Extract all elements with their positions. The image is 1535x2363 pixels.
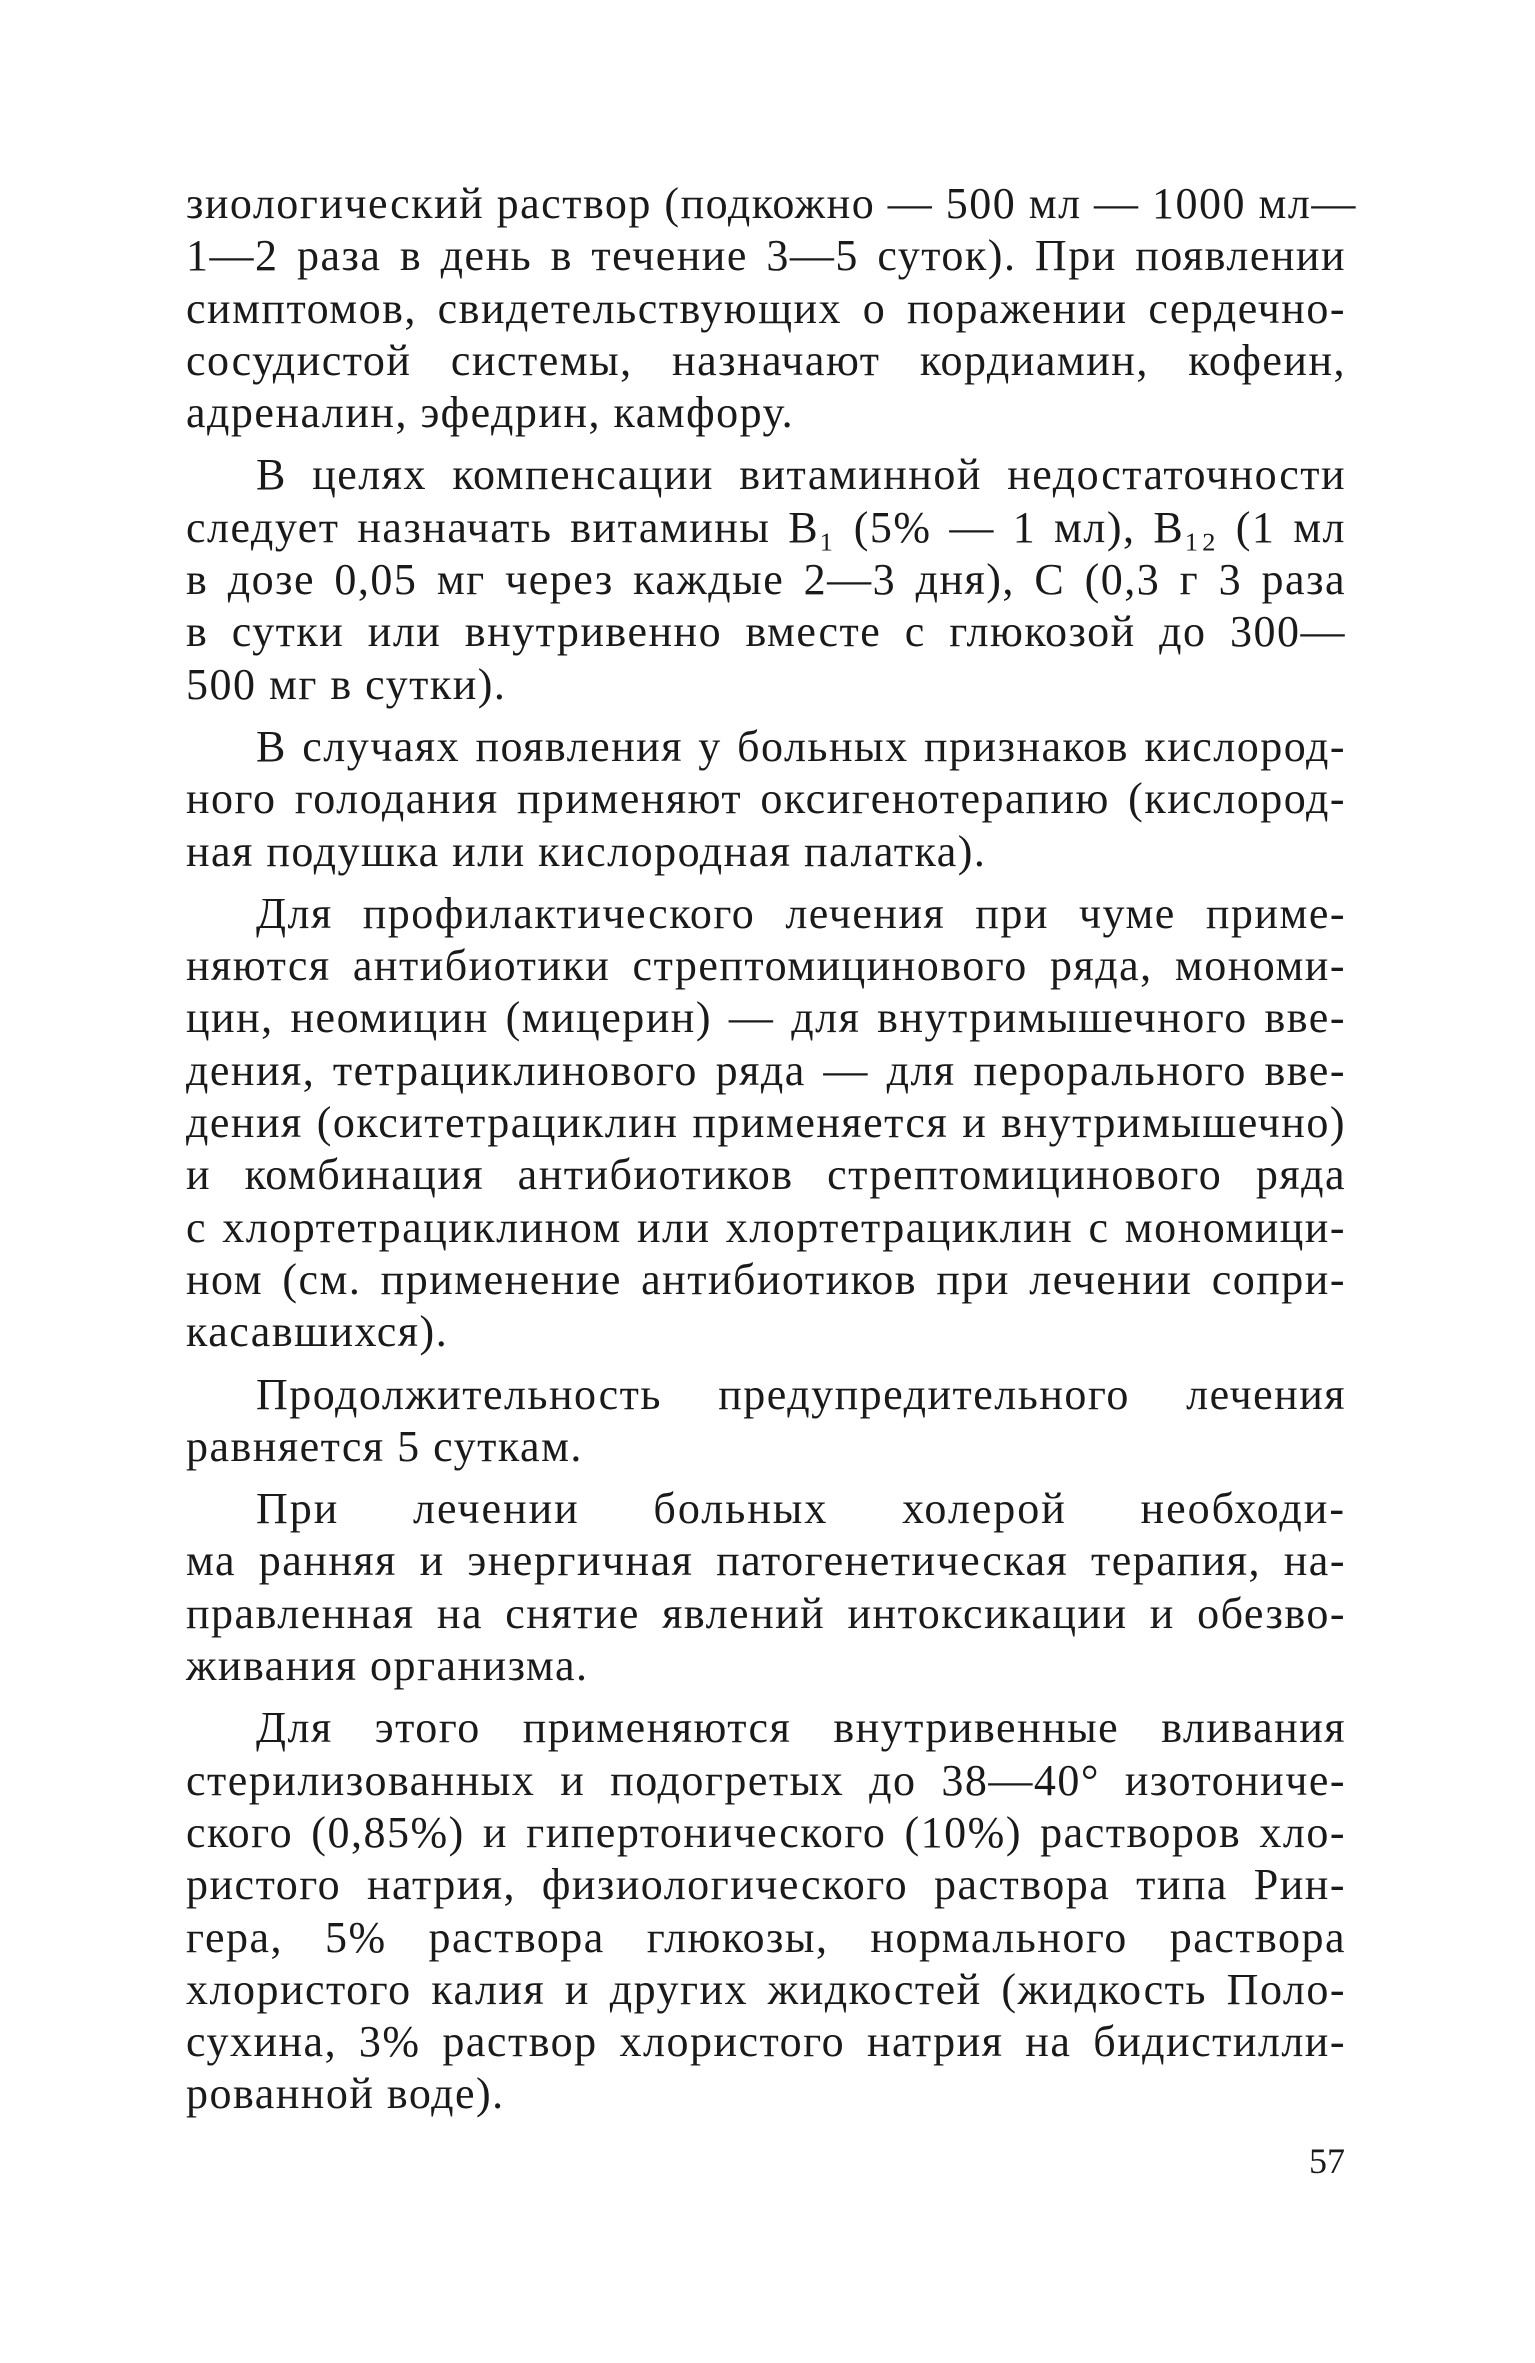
paragraph	[186, 178, 1357, 439]
text-line: с хлортетрациклином или хлортетрациклин с мономици-	[186, 1202, 1346, 1252]
text-line: в сутки или внутривенно вместе с глюкозой до 300—	[186, 607, 1346, 657]
text-line: сосудистой системы, назначают кордиамин, кофеин,	[186, 335, 1346, 385]
text-line: стерилизованных и подогретых до 38—40° изотониче-	[186, 1755, 1346, 1805]
text-line: в дозе 0,05 мг через каждые 2—3 дня), С (0,3 г 3 раза	[186, 555, 1346, 605]
text-line: 1—2 раза в день в течение 3—5 суток). При появлении	[186, 231, 1346, 281]
text-line: и комбинация антибиотиков стрептомицинового ряда	[186, 1150, 1346, 1200]
text-line: адреналин, эфедрин, камфору.	[186, 388, 795, 438]
text-line: В целях компенсации витаминной недостаточности	[256, 450, 1346, 500]
text-line: живания организма.	[186, 1641, 589, 1691]
text-line: хлористого калия и других жидкостей (жидкость Поло-	[186, 1964, 1346, 2014]
text-line: дения (окситетрациклин применяется и внутримышечно)	[186, 1098, 1346, 1148]
text-line: ма ранняя и энергичная патогенетическая терапия, на-	[186, 1536, 1346, 1586]
text-line: ном (см. применение антибиотиков при лечении сопри-	[186, 1254, 1346, 1304]
text-line: ского (0,85%) и гипертонического (10%) растворов хло-	[186, 1807, 1346, 1857]
text-line: 500 мг в сутки).	[186, 659, 507, 709]
text-line: равняется 5 суткам.	[186, 1421, 583, 1471]
text-line: зиологический раствор (подкожно — 500 мл — 1000 мл—	[186, 179, 1357, 228]
text-column	[186, 178, 1357, 2121]
paragraph	[186, 888, 1346, 1359]
text-line: ная подушка или кислородная палатка).	[186, 826, 987, 876]
text-line: ного голодания применяют оксигенотерапию (кислород-	[186, 774, 1346, 824]
text-line: цин, неомицин (мицерин) — для внутримышечного вве-	[186, 993, 1346, 1043]
text-line: правленная на снятие явлений интоксикации и обезво-	[186, 1588, 1346, 1638]
paragraph	[186, 1702, 1346, 2120]
text-line: Для профилактического лечения при чуме приме-	[256, 888, 1346, 938]
text-line: Продолжительность предупредительного лечения	[256, 1369, 1346, 1419]
text-line: При лечении больных холерой необходи-	[256, 1484, 1346, 1534]
text-line: няются антибиотики стрептомицинового ряда, мономи-	[186, 941, 1346, 991]
paragraph	[186, 721, 1346, 878]
text-line: ристого натрия, физиологического раствора типа Рин-	[186, 1860, 1346, 1910]
paragraph	[186, 1483, 1346, 1692]
text-line: В случаях появления у больных признаков кислород-	[256, 721, 1346, 771]
paragraph	[186, 1369, 1346, 1474]
text-line: Для этого применяются внутривенные вливания	[256, 1703, 1346, 1753]
paragraph	[186, 449, 1346, 710]
text-line: касавшихся).	[186, 1307, 449, 1357]
page-number: 57	[1309, 2141, 1345, 2181]
text-line: сухина, 3% раствор хлористого натрия на бидистилли-	[186, 2017, 1346, 2067]
text-line: следует назначать витамины B₁ (5% — 1 мл), B₁₂ (1 мл	[186, 502, 1346, 552]
text-line: рованной воде).	[186, 2069, 505, 2119]
text-line: гера, 5% раствора глюкозы, нормального раствора	[186, 1912, 1346, 1962]
text-line: дения, тетрациклинового ряда — для перорального вве-	[186, 1045, 1346, 1095]
text-line: симптомов, свидетельствующих о поражении сердечно-	[186, 283, 1346, 333]
